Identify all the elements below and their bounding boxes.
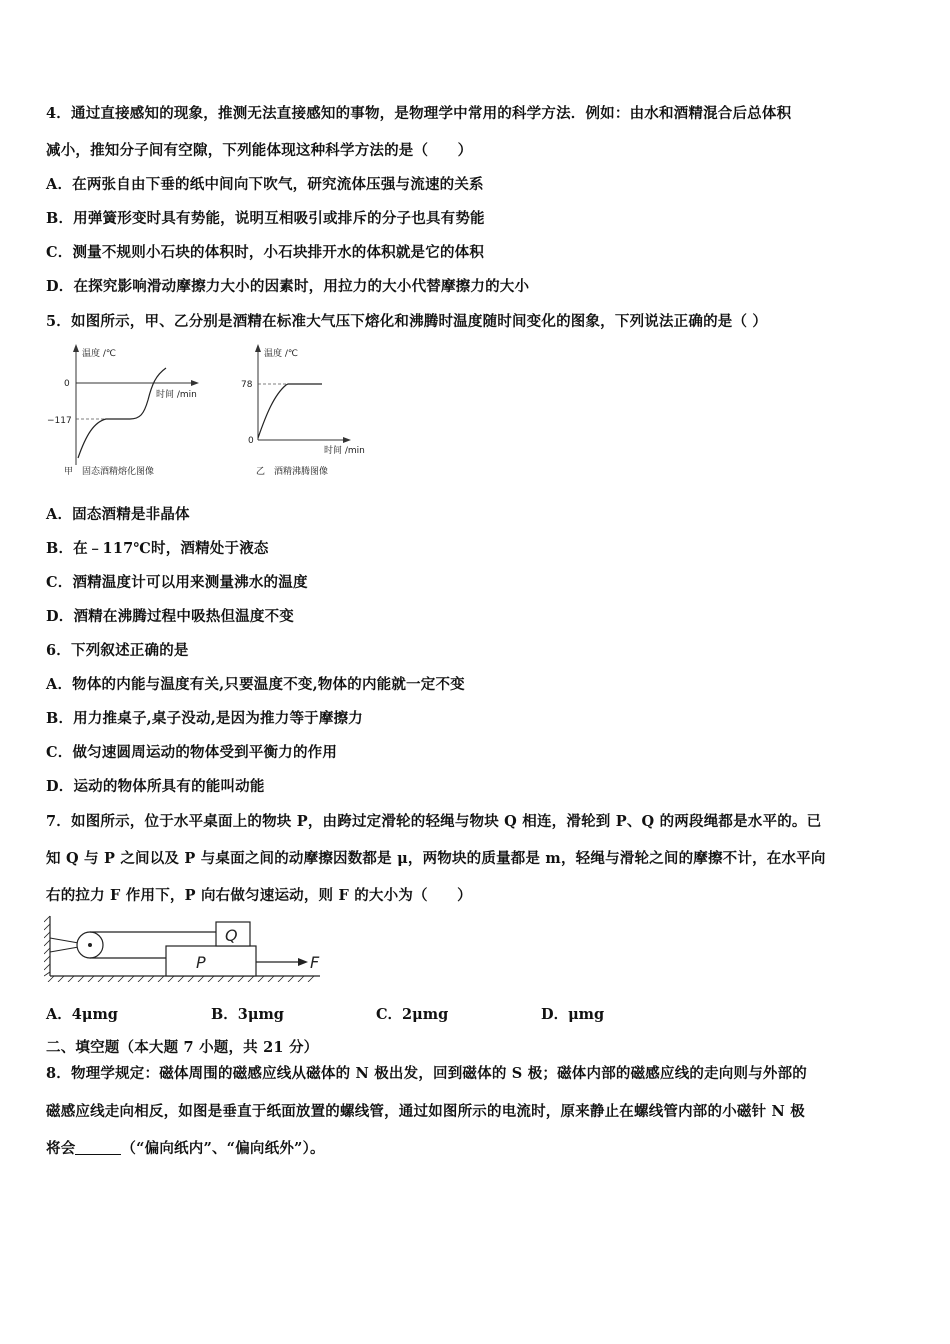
y-label: 温度 /℃ <box>264 349 299 359</box>
q8-answer-blank[interactable] <box>75 1140 121 1155</box>
label-f: F <box>310 953 320 972</box>
q7-stem-line3: 右的拉力 F 作用下，P 向右做匀速运动，则 F 的大小为（ ） <box>46 887 472 904</box>
label-q: Q <box>225 926 238 945</box>
floor-hatching <box>48 976 314 982</box>
y-axis-arrow <box>255 344 261 352</box>
q4-option-a: A．在两张自由下垂的纸中间向下吹气，研究流体压强与流速的关系 <box>46 176 484 193</box>
q7-option-b: B．3μmg <box>211 1006 284 1023</box>
q4-option-b: B．用弹簧形变时具有势能，说明互相吸引或排斥的分子也具有势能 <box>46 210 485 227</box>
x-label: 时间 /min <box>324 446 365 456</box>
x-label: 时间 /min <box>156 390 197 400</box>
q8-line1: 8．物理学规定：磁体周围的磁感应线从磁体的 N 极出发，回到磁体的 S 极；磁体内部的磁感应线的走向则与外部的 <box>46 1065 808 1082</box>
block-p <box>166 946 256 976</box>
q5-option-b: B．在﹣117℃时，酒精处于液态 <box>46 540 269 557</box>
q5-option-a: A．固态酒精是非晶体 <box>46 506 190 523</box>
q6-option-a: A．物体的内能与温度有关,只要温度不变,物体的内能就一定不变 <box>46 676 465 693</box>
q5-option-d: D．酒精在沸腾过程中吸热但温度不变 <box>46 608 294 625</box>
tick-0: 0 <box>64 379 70 389</box>
tick-0: 0 <box>248 436 254 446</box>
q4-stem-line1: 4．通过直接感知的现象，推测无法直接感知的事物，是物理学中常用的科学方法．例如：由水和酒精混合后总体积 <box>46 105 792 122</box>
q7-option-c: C．2μmg <box>376 1006 449 1023</box>
q5-stem: 5．如图所示，甲、乙分别是酒精在标准大气压下熔化和沸腾时温度随时间变化的图象，下列说法正确的是（ ） <box>46 313 768 330</box>
q8-line2: 磁感应线走向相反，如图是垂直于纸面放置的螺线管，通过如图所示的电流时，原来静止在螺线管内部的小磁针 N 极 <box>46 1103 805 1120</box>
wall-hatching <box>44 916 50 976</box>
caption: 甲 固态酒精熔化图像 <box>64 467 155 477</box>
q5-figure-melting <box>44 340 204 486</box>
caption: 乙 酒精沸腾图像 <box>256 467 329 477</box>
q7-stem-line2: 知 Q 与 P 之间以及 P 与桌面之间的动摩擦因数都是 μ，两物块的质量都是 m，轻绳与滑轮之间的摩擦不计，在水平向 <box>46 850 826 867</box>
melting-curve <box>78 368 166 458</box>
x-axis-arrow <box>191 380 199 386</box>
q7-figure <box>44 914 334 982</box>
q4-option-c: C．测量不规则小石块的体积时，小石块排开水的体积就是它的体积 <box>46 244 485 261</box>
q8-line3-suffix: （“偏向纸内”、“偏向纸外”）。 <box>121 1140 325 1157</box>
section2-heading: 二、填空题（本大题 7 小题，共 21 分） <box>46 1039 319 1056</box>
tick-neg117: −117 <box>47 416 72 426</box>
x-axis-arrow <box>343 437 351 443</box>
q6-option-b: B．用力推桌子,桌子没动,是因为推力等于摩擦力 <box>46 710 363 727</box>
q6-option-d: D．运动的物体所具有的能叫动能 <box>46 778 265 795</box>
force-arrow-head <box>298 958 308 966</box>
q7-stem-line1: 7．如图所示，位于水平桌面上的物块 P，由跨过定滑轮的轻绳与物块 Q 相连，滑轮到 P、Q 的两段绳都是水平的。已 <box>46 813 822 830</box>
q6-stem: 6．下列叙述正确的是 <box>46 642 189 659</box>
q7-option-a: A．4μmg <box>46 1006 118 1023</box>
label-p: P <box>196 953 206 972</box>
y-axis-arrow <box>73 344 79 352</box>
q4-stem-line2: 减小，推知分子间有空隙，下列能体现这种科学方法的是（ ） <box>46 142 473 159</box>
q6-option-c: C．做匀速圆周运动的物体受到平衡力的作用 <box>46 744 338 761</box>
q7-option-d: D．μmg <box>541 1006 605 1023</box>
q5-figure-boiling <box>228 340 388 486</box>
q8-line3 <box>46 1137 325 1158</box>
pulley-axle <box>88 943 92 947</box>
q8-line3-prefix: 将会 <box>46 1140 76 1157</box>
tick-78: 78 <box>241 380 253 390</box>
q5-option-c: C．酒精温度计可以用来测量沸水的温度 <box>46 574 308 591</box>
y-label: 温度 /℃ <box>82 349 117 359</box>
q4-option-d: D．在探究影响滑动摩擦力大小的因素时，用拉力的大小代替摩擦力的大小 <box>46 278 530 295</box>
boiling-curve <box>258 384 322 438</box>
